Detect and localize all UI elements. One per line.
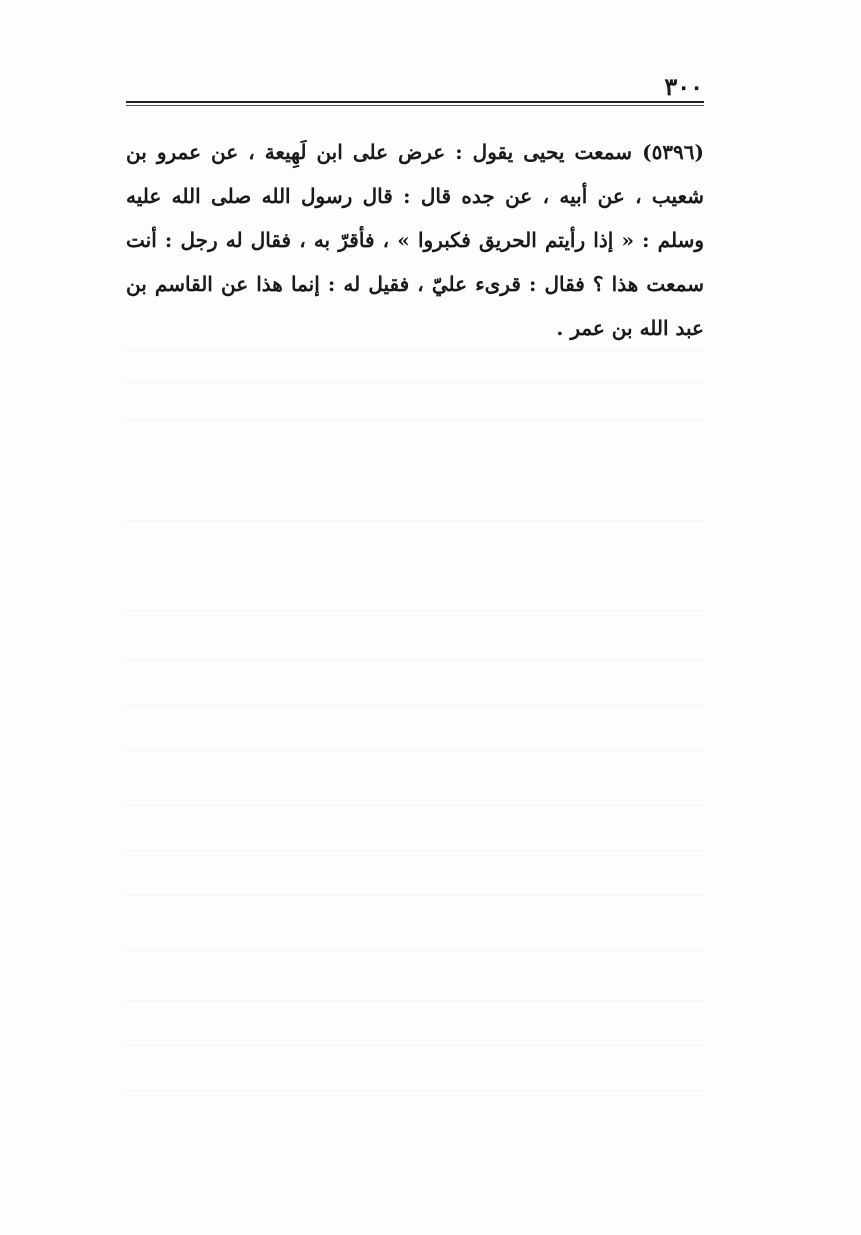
page-number: ٣٠٠ <box>664 72 703 101</box>
show-through-line <box>126 1045 704 1046</box>
show-through-line <box>126 705 704 706</box>
show-through-line <box>126 382 704 383</box>
show-through-line <box>126 950 704 951</box>
header-rule <box>126 101 704 103</box>
show-through-line <box>126 420 704 421</box>
show-through-line <box>126 850 704 851</box>
header-rule-thin <box>126 105 704 106</box>
show-through-line <box>126 520 704 521</box>
show-through-line <box>126 1000 704 1001</box>
show-through-line <box>126 350 704 351</box>
hadith-paragraph <box>126 130 704 350</box>
show-through-line <box>126 1090 704 1091</box>
show-through-line <box>126 610 704 611</box>
show-through-line <box>126 895 704 896</box>
show-through-line <box>126 805 704 806</box>
show-through-line <box>126 660 704 661</box>
hadith-number: (٥٣٩٦) <box>642 140 704 164</box>
show-through-line <box>126 750 704 751</box>
hadith-text: سمعت يحيى يقول : عرض على ابن لَهِيعة ، عن عمرو بن شعيب ، عن أبيه ، عن جده قال : قال رسول الله صلى الله عليه وسلم : « إذا رأيتم الحريق فكبروا » ، فأقرّ به ، فقال له رجل : أنت سمعت هذا ؟ فقال : قرىء عليّ ، فقيل له : إنما هذا عن القاسم بن عبد الله بن عمر . <box>126 140 704 340</box>
hadith-entry <box>126 130 704 350</box>
